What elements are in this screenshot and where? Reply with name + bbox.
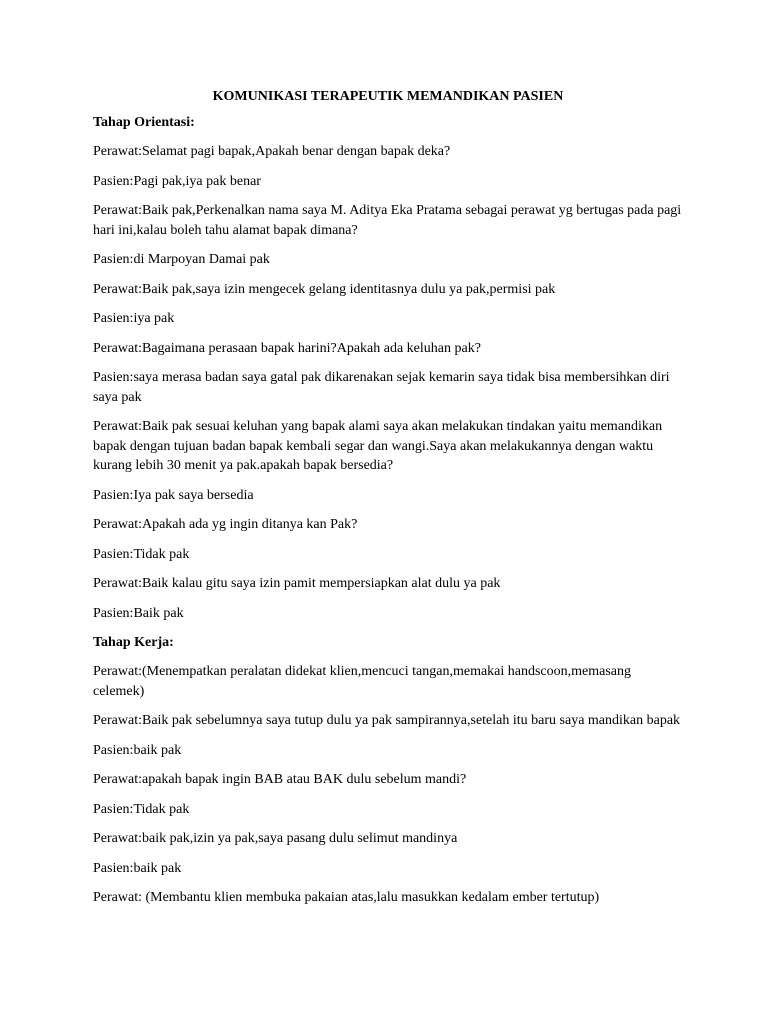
dialogue-line: Perawat:apakah bapak ingin BAB atau BAK dulu sebelum mandi?: [93, 772, 467, 787]
dialogue-line: Perawat:Baik kalau gitu saya izin pamit mempersiapkan alat dulu ya pak: [93, 576, 501, 591]
dialogue-line: Perawat:Baik pak sebelumnya saya tutup dulu ya pak sampirannya,setelah itu baru saya mandikan bapak: [93, 713, 681, 728]
dialogue-line: Pasien:baik pak: [93, 742, 182, 758]
dialogue-line: Pasien:Baik pak: [93, 605, 184, 621]
dialogue-line: Perawat:baik pak,izin ya pak,saya pasang dulu selimut mandinya: [93, 831, 458, 846]
document-page: [93, 87, 683, 918]
dialogue-line: Pasien:baik pak: [93, 860, 182, 876]
section-kerja: [93, 633, 683, 908]
dialogue-line: Perawat:Baik pak,Perkenalkan nama saya M. Aditya Eka Pratama sebagai perawat yg bertugas pada pagi hari ini,kalau boleh tahu alamat bapak dimana?: [93, 203, 682, 238]
dialogue-line: Pasien:iya pak: [93, 311, 175, 326]
dialogue-line: Perawat:Baik pak,saya izin mengecek gelang identitasnya dulu ya pak,permisi pak: [93, 281, 556, 297]
dialogue-line: Perawat: (Membantu klien membuka pakaian atas,lalu masukkan kedalam ember tertutup): [93, 890, 600, 905]
dialogue-line: Perawat:(Menempatkan peralatan didekat klien,mencuci tangan,memakai handscoon,memasang celemek): [93, 664, 632, 699]
dialogue-line: Pasien:Tidak pak: [93, 546, 190, 562]
section-orientasi: [93, 113, 683, 623]
dialogue-line: Pasien:di Marpoyan Damai pak: [93, 252, 270, 267]
section-heading: Tahap Kerja:: [93, 635, 174, 650]
dialogue-line: Pasien:saya merasa badan saya gatal pak dikarenakan sejak kemarin saya tidak bisa membersihkan diri saya pak: [93, 370, 670, 405]
document-title: KOMUNIKASI TERAPEUTIK MEMANDIKAN PASIEN: [212, 89, 564, 104]
dialogue-line: Perawat:Apakah ada yg ingin ditanya kan Pak?: [93, 517, 358, 532]
dialogue-line: Pasien:Iya pak saya bersedia: [93, 487, 254, 503]
dialogue-line: Perawat:Baik pak sesuai keluhan yang bapak alami saya akan melakukan tindakan yaitu memandikan bapak dengan tujuan badan bapak kembali segar dan wangi.Saya akan melakukannya dengan waktu kurang lebih 30 menit ya pak.apakah bapak bersedia?: [93, 419, 663, 473]
dialogue-line: Pasien:Tidak pak: [93, 801, 190, 817]
dialogue-line: Perawat:Selamat pagi bapak,Apakah benar dengan bapak deka?: [93, 144, 451, 159]
dialogue-line: Perawat:Bagaimana perasaan bapak harini?Apakah ada keluhan pak?: [93, 340, 481, 356]
dialogue-line: Pasien:Pagi pak,iya pak benar: [93, 173, 261, 189]
section-heading: Tahap Orientasi:: [93, 115, 195, 130]
